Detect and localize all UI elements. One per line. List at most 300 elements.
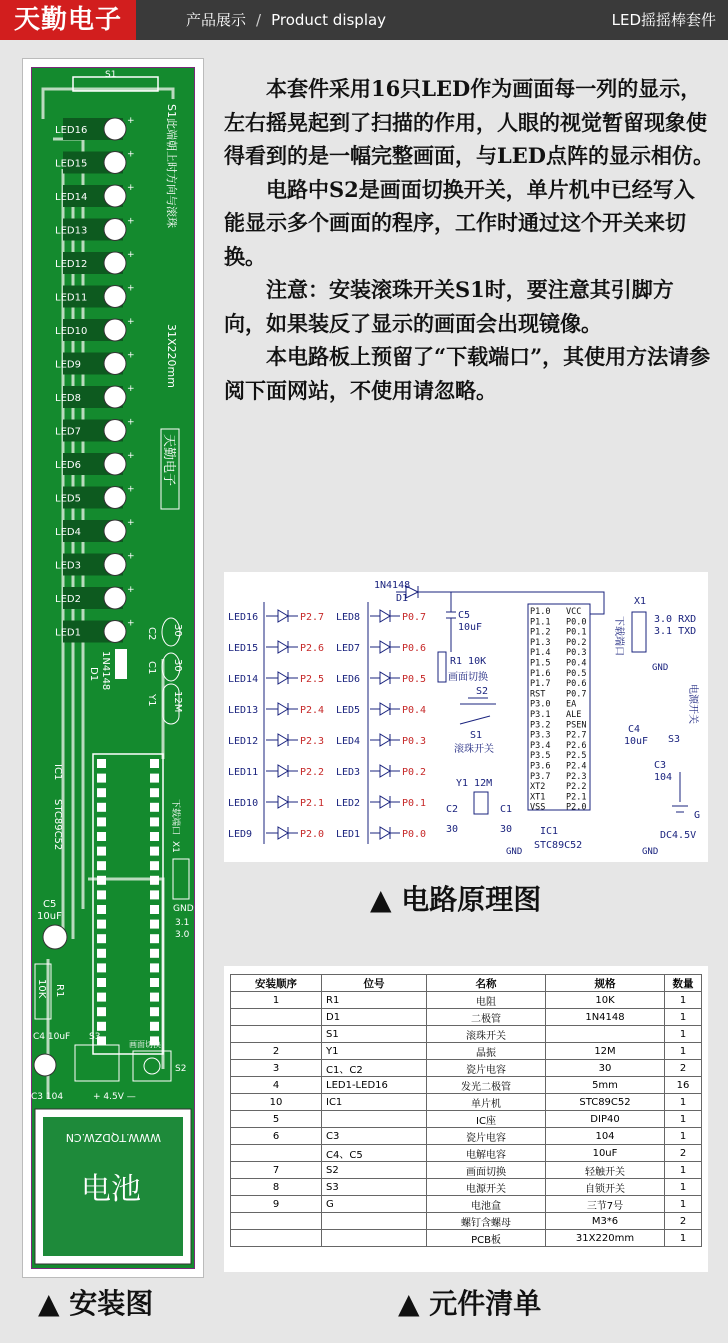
pcb-led-label: LED10 bbox=[55, 326, 88, 337]
sch-c5-label: C5 bbox=[458, 610, 471, 621]
bom-cell: 1 bbox=[231, 992, 322, 1009]
pcb-led-2 bbox=[104, 587, 126, 609]
bom-table bbox=[230, 974, 702, 1247]
bom-cell: Y1 bbox=[322, 1043, 427, 1060]
sch-c4-value: 10uF bbox=[624, 736, 649, 747]
sch-led-label: LED7 bbox=[336, 643, 361, 654]
pcb-s2-button bbox=[144, 1058, 160, 1074]
top-bar bbox=[0, 0, 728, 40]
sch-led-label: LED1 bbox=[336, 829, 361, 840]
pcb-ic-pin bbox=[97, 774, 106, 783]
sch-dc-label: DC4.5V bbox=[660, 830, 697, 841]
pcb-led-16 bbox=[104, 118, 126, 140]
bom-cell: STC89C52 bbox=[546, 1094, 665, 1111]
sch-ic-pin-left: P3.3 bbox=[530, 730, 551, 741]
bom-cell: 单片机 bbox=[427, 1094, 546, 1111]
description-paragraph-4: 本电路板上预留了“下载端口”，其使用方法请参阅下面网站，不使用请忽略。 bbox=[224, 344, 711, 403]
bom-cell: R1 bbox=[322, 992, 427, 1009]
pcb-led-7 bbox=[104, 420, 126, 442]
sch-s2-symbol bbox=[460, 698, 496, 704]
pcb-ic-pin bbox=[150, 1007, 159, 1016]
sch-port-label: P2.6 bbox=[300, 643, 325, 654]
sch-rxd-label: 3.0 RXD bbox=[654, 614, 697, 625]
sch-s2-label: S2 bbox=[476, 686, 489, 697]
bom-cell: 8 bbox=[231, 1179, 322, 1196]
sch-ic-pin-right: P0.4 bbox=[566, 658, 587, 669]
sch-s1-symbol bbox=[460, 716, 490, 724]
sch-port-label: P0.2 bbox=[402, 767, 427, 778]
bom-cell: 16 bbox=[665, 1077, 702, 1094]
pcb-led-label: LED4 bbox=[55, 527, 81, 538]
bom-row bbox=[231, 1179, 702, 1196]
pcb-ic-pin bbox=[150, 934, 159, 943]
install-caption: ▲ 安装图 bbox=[38, 1287, 154, 1320]
sch-ic-pin-left: P3.2 bbox=[530, 720, 551, 731]
pcb-ic-pin bbox=[97, 832, 106, 841]
pcb-ic-pin bbox=[150, 817, 159, 826]
pcb-led-label: LED11 bbox=[55, 292, 88, 304]
sch-ic-pin-left: P3.4 bbox=[530, 740, 551, 751]
schematic-led-groups bbox=[228, 602, 426, 844]
pcb-ic1-value: STC89C52 bbox=[52, 799, 63, 851]
pcb-led-8 bbox=[104, 386, 126, 408]
bom-cell: 滚珠开关 bbox=[427, 1026, 546, 1043]
bom-cell: 1 bbox=[665, 1230, 702, 1247]
sch-ic-pin-right: P0.3 bbox=[566, 648, 587, 659]
pcb-led-12 bbox=[104, 252, 126, 274]
product-name: LED摇摇棒套件 bbox=[611, 11, 716, 29]
sch-ic-pin-left: XT2 bbox=[530, 782, 546, 793]
bom-cell: 晶振 bbox=[427, 1043, 546, 1060]
pcb-c4-label: C4 10uF bbox=[33, 1032, 71, 1042]
pcb-led-plus: + bbox=[127, 116, 135, 126]
sch-ic-pin-right: P2.6 bbox=[566, 740, 587, 751]
sch-s3-label: S3 bbox=[668, 734, 681, 745]
sch-led-label: LED4 bbox=[336, 736, 361, 747]
pcb-ic-pin bbox=[150, 949, 159, 958]
sch-led-symbol bbox=[266, 703, 298, 715]
pcb-led-label: LED13 bbox=[55, 225, 88, 237]
bom-cell bbox=[231, 1230, 322, 1247]
pcb-ic1-pins bbox=[97, 759, 159, 1045]
pcb-drawing bbox=[23, 59, 203, 1277]
sch-led-symbol bbox=[370, 734, 400, 746]
sch-d1-label: D1 bbox=[396, 593, 409, 604]
bom-row bbox=[231, 992, 702, 1009]
sch-ic-pin-right: P2.4 bbox=[566, 761, 587, 772]
bom-cell: C3 bbox=[322, 1128, 427, 1145]
pcb-ic-pin bbox=[150, 920, 159, 929]
pcb-ic-pin bbox=[150, 774, 159, 783]
sch-c2-label: C2 bbox=[446, 804, 459, 815]
bom-cell: 1 bbox=[665, 1009, 702, 1026]
pcb-led-plus: + bbox=[127, 417, 135, 428]
sch-c5-symbol bbox=[446, 592, 456, 652]
bom-cell: 5mm bbox=[546, 1077, 665, 1094]
pcb-s2 bbox=[133, 1051, 171, 1081]
bom-header-designator: 位号 bbox=[322, 975, 427, 992]
sch-port-label: P0.0 bbox=[402, 829, 427, 840]
bom-cell: IC1 bbox=[322, 1094, 427, 1111]
sch-power-switch-label: 电源开关 bbox=[687, 684, 698, 724]
sch-y1-symbol bbox=[474, 792, 488, 814]
pcb-led-plus: + bbox=[127, 551, 135, 562]
sch-c1-value: 30 bbox=[500, 824, 513, 835]
sch-led-label: LED14 bbox=[228, 674, 259, 685]
breadcrumb bbox=[186, 0, 386, 40]
pcb-c2-value: 30 bbox=[172, 624, 183, 637]
pcb-led-label: LED15 bbox=[55, 158, 88, 170]
pcb-led-1 bbox=[104, 621, 126, 643]
sch-port-label: P2.5 bbox=[300, 674, 325, 685]
sch-ic-pin-left: P1.5 bbox=[530, 658, 551, 669]
sch-download-label: 下载端口 bbox=[613, 616, 624, 656]
bom-row bbox=[231, 1111, 702, 1128]
pcb-c2-label: C2 bbox=[146, 627, 157, 641]
sch-port-label: P0.6 bbox=[402, 643, 427, 654]
sch-ic1-label: IC1 bbox=[540, 826, 559, 837]
bom-row bbox=[231, 1145, 702, 1162]
sch-led-symbol bbox=[266, 796, 298, 808]
sch-ic-pin-left: XT1 bbox=[530, 792, 546, 803]
pcb-size-label: 31X220mm bbox=[165, 324, 178, 388]
sch-ic-pin-left: P1.1 bbox=[530, 617, 551, 628]
bom-row bbox=[231, 1196, 702, 1213]
pcb-ic-pin bbox=[150, 803, 159, 812]
sch-port-label: P2.2 bbox=[300, 767, 325, 778]
bom-cell: 1 bbox=[665, 1179, 702, 1196]
bom-cell: S1 bbox=[322, 1026, 427, 1043]
sch-ic-pin-left: RST bbox=[530, 689, 546, 700]
bom-cell bbox=[546, 1026, 665, 1043]
pcb-s1-note: S1此端朝上时方向与滚珠 bbox=[165, 104, 178, 228]
pcb-s3 bbox=[75, 1045, 119, 1081]
bom-cell: G bbox=[322, 1196, 427, 1213]
pcb-ic-pin bbox=[150, 1022, 159, 1031]
pcb-download-label: 下载端口 bbox=[170, 799, 180, 836]
pcb-led-plus: + bbox=[127, 484, 135, 495]
pcb-ic-pin bbox=[97, 876, 106, 885]
sch-ic-pin-right: P0.0 bbox=[566, 617, 587, 628]
sch-d1-value: 1N4148 bbox=[374, 580, 411, 591]
sch-led-symbol bbox=[370, 765, 400, 777]
bom-image bbox=[224, 966, 708, 1272]
sch-ic-pin-left: P1.6 bbox=[530, 668, 551, 679]
pcb-led-label: LED6 bbox=[55, 460, 81, 471]
sch-led-symbol bbox=[370, 827, 400, 839]
sch-battery-symbol bbox=[672, 772, 688, 812]
bom-cell: 1 bbox=[665, 1026, 702, 1043]
bom-header-spec: 规格 bbox=[546, 975, 665, 992]
sch-ic-pin-right: P0.2 bbox=[566, 637, 587, 648]
pcb-led-plus: + bbox=[127, 350, 135, 361]
sch-ic-pin-right: P2.0 bbox=[566, 802, 587, 813]
pcb-led-label: LED1 bbox=[55, 627, 81, 639]
sch-led-label: LED15 bbox=[228, 643, 259, 654]
sch-ic-pin-right: VCC bbox=[566, 607, 582, 617]
bom-cell: 1 bbox=[665, 1128, 702, 1145]
sch-ic-pin-right: P2.7 bbox=[566, 730, 587, 741]
sch-ic-pin-right: EA bbox=[566, 699, 577, 710]
bom-header-qty: 数量 bbox=[665, 975, 702, 992]
bom-cell: 2 bbox=[665, 1213, 702, 1230]
pcb-ic-pin bbox=[97, 934, 106, 943]
bom-cell: 螺钉含螺母 bbox=[427, 1213, 546, 1230]
pcb-voltage-label: + 4.5V — bbox=[93, 1092, 136, 1102]
sch-led-label: LED9 bbox=[228, 829, 253, 840]
pcb-brand-label: 天勤电子 bbox=[161, 434, 176, 487]
bom-header-name: 名称 bbox=[427, 975, 546, 992]
pcb-ic-pin bbox=[150, 993, 159, 1002]
pcb-led-13 bbox=[104, 219, 126, 241]
bom-cell: 10K bbox=[546, 992, 665, 1009]
bom-header-order: 安装顺序 bbox=[231, 975, 322, 992]
sch-g-label: G bbox=[694, 810, 701, 821]
pcb-led-plus: + bbox=[127, 317, 135, 327]
sch-c3-value: 104 bbox=[654, 772, 673, 783]
sch-led-symbol bbox=[370, 641, 400, 653]
pcb-ic1-label: IC1 bbox=[52, 764, 63, 781]
pcb-ic-pin bbox=[97, 1007, 106, 1016]
sch-ic-pin-right: P0.1 bbox=[566, 627, 587, 638]
bom-cell: 10uF bbox=[546, 1145, 665, 1162]
bom-cell bbox=[322, 1213, 427, 1230]
sch-ic-pin-left: P3.6 bbox=[530, 761, 551, 772]
bom-row bbox=[231, 1026, 702, 1043]
sch-x1-symbol bbox=[632, 612, 646, 652]
pcb-r1-value: 10K bbox=[36, 979, 47, 999]
pcb-led-plus: + bbox=[127, 384, 135, 394]
sch-led-symbol bbox=[266, 765, 298, 777]
sch-led-symbol bbox=[370, 796, 400, 808]
sch-port-label: P2.3 bbox=[300, 736, 325, 747]
bom-cell: C1、C2 bbox=[322, 1060, 427, 1077]
pcb-led-15 bbox=[104, 152, 126, 174]
pcb-ic-pin bbox=[150, 847, 159, 856]
sch-ic-pin-right: PSEN bbox=[566, 720, 587, 731]
sch-y1-label: Y1 12M bbox=[456, 778, 493, 789]
bom-cell: 6 bbox=[231, 1128, 322, 1145]
bom-cell: 1N4148 bbox=[546, 1009, 665, 1026]
pcb-c5-label: C5 bbox=[43, 899, 57, 910]
pcb-ic-pin bbox=[150, 759, 159, 768]
pcb-ic-pin bbox=[150, 876, 159, 885]
pcb-led-9 bbox=[104, 353, 126, 375]
bom-cell: 1 bbox=[665, 1196, 702, 1213]
sch-c3-label: C3 bbox=[654, 760, 667, 771]
sch-ic-pin-left: P3.7 bbox=[530, 771, 551, 782]
bom-cell bbox=[231, 1145, 322, 1162]
pcb-ic-pin bbox=[97, 803, 106, 812]
pcb-led-label: LED12 bbox=[55, 259, 88, 270]
sch-port-label: P0.1 bbox=[402, 798, 427, 809]
description-paragraph-3: 注意：安装滚珠开关S1时，要注意其引脚方向，如果装反了显示的画面会出现镜像。 bbox=[224, 277, 674, 336]
pcb-d1-value: 1N4148 bbox=[100, 651, 111, 691]
pcb-led-plus: + bbox=[127, 283, 135, 294]
pcb-ic-pin bbox=[97, 1022, 106, 1031]
pcb-led-plus: + bbox=[127, 618, 135, 629]
pcb-ic-pin bbox=[97, 788, 106, 797]
bom-cell: 画面切换 bbox=[427, 1162, 546, 1179]
nav-separator: / bbox=[256, 11, 262, 29]
pcb-url: WWW.TQDZW.CN bbox=[65, 1131, 161, 1144]
sch-led-label: LED8 bbox=[336, 612, 361, 623]
sch-ic-pin-right: P0.6 bbox=[566, 679, 587, 690]
sch-led-label: LED11 bbox=[228, 767, 259, 778]
pcb-led-10 bbox=[104, 319, 126, 341]
pcb-led-plus: + bbox=[127, 250, 135, 260]
sch-gnd2-label: GND bbox=[652, 663, 669, 673]
bom-row bbox=[231, 1213, 702, 1230]
sch-led-symbol bbox=[370, 610, 400, 622]
sch-c5-value: 10uF bbox=[458, 622, 483, 633]
sch-led-symbol bbox=[370, 672, 400, 684]
bom-row bbox=[231, 1060, 702, 1077]
nav-products-cn[interactable]: 产品展示 bbox=[186, 11, 247, 29]
pcb-led-plus: + bbox=[127, 585, 135, 595]
pcb-r1-label: R1 bbox=[54, 984, 65, 998]
pcb-led-5 bbox=[104, 487, 126, 509]
sch-led-label: LED5 bbox=[336, 705, 361, 716]
sch-port-label: P0.4 bbox=[402, 705, 427, 716]
sch-led-symbol bbox=[266, 610, 298, 622]
bom-cell: 2 bbox=[231, 1043, 322, 1060]
pcb-led-6 bbox=[104, 453, 126, 475]
bom-cell: 1 bbox=[665, 1043, 702, 1060]
bom-cell: PCB板 bbox=[427, 1230, 546, 1247]
bom-cell: 10 bbox=[231, 1094, 322, 1111]
bom-cell: 12M bbox=[546, 1043, 665, 1060]
pcb-x1-header bbox=[173, 859, 189, 899]
bom-header-row bbox=[231, 975, 702, 992]
bom-caption: ▲ 元件清单 bbox=[398, 1287, 542, 1320]
sch-led-symbol bbox=[266, 734, 298, 746]
bom-row bbox=[231, 1077, 702, 1094]
schematic-image bbox=[224, 572, 708, 862]
bom-cell: 4 bbox=[231, 1077, 322, 1094]
sch-r1-label: R1 10K bbox=[450, 656, 487, 667]
sch-ic-pin-left: P3.0 bbox=[530, 699, 551, 710]
pcb-d1-label: D1 bbox=[88, 667, 99, 682]
description bbox=[224, 72, 714, 407]
bom-cell: 二极管 bbox=[427, 1009, 546, 1026]
pcb-led-label: LED16 bbox=[55, 125, 88, 136]
sch-c2-value: 30 bbox=[446, 824, 459, 835]
schematic-drawing bbox=[224, 572, 708, 862]
sch-c1-label: C1 bbox=[500, 804, 513, 815]
sch-ic-pin-right: P2.1 bbox=[566, 792, 587, 803]
bom-cell: 7 bbox=[231, 1162, 322, 1179]
sch-switch-label: 画面切换 bbox=[448, 672, 488, 683]
pcb-ic-pin bbox=[97, 993, 106, 1002]
pcb-led-label: LED8 bbox=[55, 393, 81, 404]
bom-cell: 1 bbox=[665, 1111, 702, 1128]
pcb-ic-pin bbox=[97, 817, 106, 826]
pcb-c3-label: C3 104 bbox=[31, 1092, 64, 1102]
sch-txd-label: 3.1 TXD bbox=[654, 626, 697, 637]
sch-led-label: LED16 bbox=[228, 612, 259, 623]
pcb-install-image bbox=[22, 58, 204, 1278]
sch-ic-pin-left: P1.0 bbox=[530, 607, 551, 617]
schematic-caption: ▲ 电路原理图 bbox=[370, 883, 542, 916]
bom-cell: M3*6 bbox=[546, 1213, 665, 1230]
sch-ic-pin-left: P3.1 bbox=[530, 710, 551, 720]
bom-cell: LED1-LED16 bbox=[322, 1077, 427, 1094]
bom-row bbox=[231, 1009, 702, 1026]
sch-port-label: P0.5 bbox=[402, 674, 427, 685]
sch-r1-symbol bbox=[438, 652, 446, 682]
sch-led-symbol bbox=[266, 672, 298, 684]
pcb-ic-pin bbox=[97, 890, 106, 899]
bom-row bbox=[231, 1043, 702, 1060]
pcb-led-label: LED5 bbox=[55, 493, 81, 505]
bom-cell: 瓷片电容 bbox=[427, 1128, 546, 1145]
sch-led-label: LED13 bbox=[228, 705, 259, 716]
bom-cell: 发光二极管 bbox=[427, 1077, 546, 1094]
bom-cell bbox=[322, 1230, 427, 1247]
pcb-led-label: LED14 bbox=[55, 192, 88, 203]
pcb-led-plus: + bbox=[127, 149, 135, 160]
pcb-led-14 bbox=[104, 185, 126, 207]
sch-ic-pin-left: P1.2 bbox=[530, 627, 551, 638]
pcb-ic-pin bbox=[150, 788, 159, 797]
pcb-ic-pin bbox=[97, 949, 106, 958]
pcb-s3-label: S3 bbox=[89, 1032, 101, 1042]
pcb-30-label: 3.0 bbox=[175, 930, 190, 940]
sch-ic-pin-right: P0.7 bbox=[566, 689, 587, 700]
bom-body bbox=[231, 992, 702, 1247]
bom-cell: 三节7号 bbox=[546, 1196, 665, 1213]
pcb-led-label: LED3 bbox=[55, 560, 81, 572]
sch-ic-pin-right: P2.2 bbox=[566, 782, 587, 793]
nav-products-en[interactable]: Product display bbox=[271, 11, 387, 29]
bom-cell: 104 bbox=[546, 1128, 665, 1145]
bom-row bbox=[231, 1128, 702, 1145]
sch-led-label: LED6 bbox=[336, 674, 361, 685]
pcb-led-label: LED2 bbox=[55, 594, 81, 605]
sch-ic-pin-left: P1.3 bbox=[530, 637, 551, 648]
pcb-led-column bbox=[55, 116, 135, 643]
pcb-ic-pin bbox=[97, 978, 106, 987]
pcb-gnd-label: GND bbox=[173, 904, 194, 914]
bom-cell: 轻触开关 bbox=[546, 1162, 665, 1179]
pcb-ic-pin bbox=[97, 905, 106, 914]
pcb-c5 bbox=[43, 925, 67, 949]
brand-logo[interactable]: 天勤电子 bbox=[0, 0, 136, 40]
bom-cell: 1 bbox=[665, 1162, 702, 1179]
bom-cell bbox=[231, 1009, 322, 1026]
description-paragraph-2: 电路中S2是画面切换开关，单片机中已经写入能显示多个画面的程序，工作时通过这个开关来切换。 bbox=[224, 176, 695, 269]
sch-led-label: LED2 bbox=[336, 798, 361, 809]
sch-led-symbol bbox=[370, 703, 400, 715]
bom-cell: 电阻 bbox=[427, 992, 546, 1009]
pcb-led-11 bbox=[104, 286, 126, 308]
bom-row bbox=[231, 1162, 702, 1179]
bom-cell: 9 bbox=[231, 1196, 322, 1213]
sch-port-label: P2.4 bbox=[300, 705, 325, 716]
sch-led-label: LED12 bbox=[228, 736, 259, 747]
bom-cell: 3 bbox=[231, 1060, 322, 1077]
bom-cell: D1 bbox=[322, 1009, 427, 1026]
bom-cell bbox=[322, 1111, 427, 1128]
pcb-ic-pin bbox=[97, 963, 106, 972]
pcb-31-label: 3.1 bbox=[175, 918, 190, 928]
pcb-ic-pin bbox=[150, 861, 159, 870]
sch-ic-pin-right: P0.5 bbox=[566, 668, 587, 679]
bom-cell: 1 bbox=[665, 992, 702, 1009]
pcb-c1-label: C1 bbox=[146, 661, 157, 675]
sch-ic-pin-right: P2.3 bbox=[566, 771, 587, 782]
